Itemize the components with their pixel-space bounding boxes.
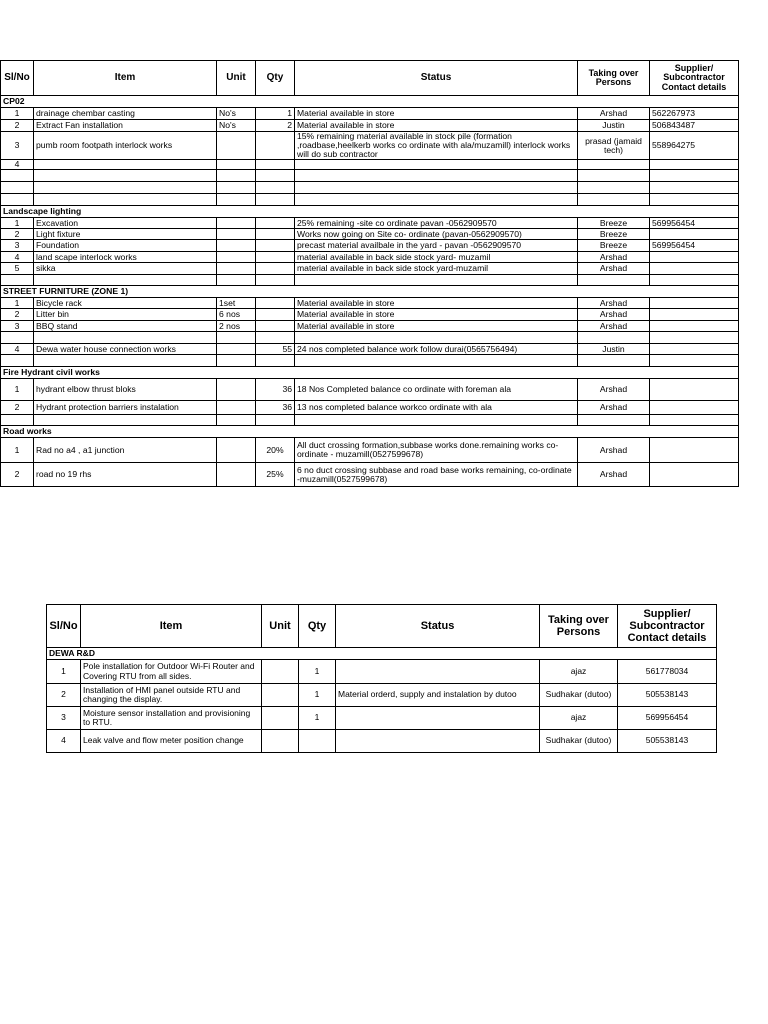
cell-contact: 562267973 <box>650 108 739 120</box>
cell-qty: 1 <box>256 108 295 120</box>
cell-item: Light fixture <box>34 229 217 240</box>
table-row <box>1 463 739 487</box>
cell-sl-no <box>1 332 34 344</box>
cell-contact: 569956454 <box>618 707 717 730</box>
cell-unit <box>217 194 256 206</box>
cell-contact <box>650 182 739 194</box>
cell-status: 15% remaining material available in stock pile (formation ,roadbase,heelkerb works co ordinate with ala/muzamill) interlock works will do sub contractor <box>295 132 578 160</box>
cell-contact <box>650 355 739 367</box>
section-row <box>1 206 739 218</box>
cell-sl-no: 2 <box>1 463 34 487</box>
cell-contact: 558964275 <box>650 132 739 160</box>
cell-sl-no: 4 <box>47 730 81 753</box>
cell-unit <box>217 263 256 275</box>
header-qty: Qty <box>256 61 295 96</box>
table-header-row <box>47 605 717 648</box>
cell-sl-no: 3 <box>1 132 34 160</box>
cell-sl-no: 1 <box>47 660 81 684</box>
cell-taking-over <box>578 332 650 344</box>
cell-item <box>34 332 217 344</box>
cell-qty: 36 <box>256 379 295 401</box>
table-row <box>1 120 739 132</box>
cell-qty <box>256 240 295 252</box>
cell-contact <box>650 309 739 321</box>
header-status: Status <box>336 605 540 648</box>
cell-taking-over: Arshad <box>578 298 650 309</box>
cell-item: land scape interlock works <box>34 252 217 263</box>
cell-item: pumb room footpath interlock works <box>34 132 217 160</box>
cell-item: road no 19 rhs <box>34 463 217 487</box>
cell-item: Leak valve and flow meter position change <box>81 730 262 753</box>
header-unit: Unit <box>262 605 299 648</box>
cell-status: 13 nos completed balance workco ordinate with ala <box>295 401 578 415</box>
cell-contact <box>650 463 739 487</box>
cell-unit <box>217 379 256 401</box>
cell-qty: 1 <box>299 707 336 730</box>
cell-status: 6 no duct crossing subbase and road base works remaining, co-ordinate -muzamill(0527599678) <box>295 463 578 487</box>
cell-taking-over: Arshad <box>578 379 650 401</box>
cell-qty <box>256 252 295 263</box>
table-row <box>1 438 739 463</box>
work-status-table <box>0 60 739 487</box>
table-row <box>1 170 739 182</box>
header-item: Item <box>34 61 217 96</box>
cell-sl-no: 2 <box>1 309 34 321</box>
table-row <box>1 401 739 415</box>
cell-contact: 569956454 <box>650 218 739 229</box>
cell-qty <box>256 182 295 194</box>
cell-contact: 506843487 <box>650 120 739 132</box>
cell-status <box>336 707 540 730</box>
cell-item: Rad no a4 , a1 junction <box>34 438 217 463</box>
cell-sl-no: 4 <box>1 160 34 170</box>
cell-sl-no: 1 <box>1 108 34 120</box>
table-row <box>1 298 739 309</box>
cell-status: precast material availbale in the yard - pavan -0562909570 <box>295 240 578 252</box>
cell-item: Bicycle rack <box>34 298 217 309</box>
cell-sl-no <box>1 182 34 194</box>
cell-status: Material available in store <box>295 298 578 309</box>
cell-unit <box>217 355 256 367</box>
cell-status <box>295 332 578 344</box>
cell-contact: 561778034 <box>618 660 717 684</box>
cell-item: Hydrant protection barriers instalation <box>34 401 217 415</box>
cell-taking-over: Arshad <box>578 438 650 463</box>
cell-unit <box>217 160 256 170</box>
header-contact: Supplier/ Subcontractor Contact details <box>618 605 717 648</box>
cell-status: 25% remaining -site co ordinate pavan -0562909570 <box>295 218 578 229</box>
cell-qty: 25% <box>256 463 295 487</box>
cell-contact <box>650 252 739 263</box>
cell-status <box>295 415 578 426</box>
cell-contact <box>650 263 739 275</box>
cell-qty <box>256 194 295 206</box>
cell-sl-no <box>1 275 34 286</box>
section-label: STREET FURNITURE (ZONE 1) <box>1 286 739 298</box>
cell-contact: 505538143 <box>618 730 717 753</box>
cell-qty: 55 <box>256 344 295 355</box>
cell-item: Dewa water house connection works <box>34 344 217 355</box>
cell-taking-over <box>578 182 650 194</box>
cell-taking-over: Breeze <box>578 218 650 229</box>
table-row <box>1 263 739 275</box>
cell-unit: 2 nos <box>217 321 256 332</box>
cell-qty <box>256 321 295 332</box>
cell-status <box>295 182 578 194</box>
section-row <box>47 648 717 660</box>
cell-qty: 1 <box>299 660 336 684</box>
section-row <box>1 426 739 438</box>
cell-contact <box>650 401 739 415</box>
table-row <box>1 379 739 401</box>
cell-taking-over: Arshad <box>578 263 650 275</box>
header-sl-no: Sl/No <box>1 61 34 96</box>
cell-status: Material available in store <box>295 321 578 332</box>
header-taking-over: Taking over Persons <box>540 605 618 648</box>
cell-status: Material available in store <box>295 120 578 132</box>
section-row <box>1 286 739 298</box>
cell-sl-no: 3 <box>1 321 34 332</box>
cell-qty <box>256 218 295 229</box>
cell-item <box>34 194 217 206</box>
cell-sl-no: 1 <box>1 218 34 229</box>
cell-unit <box>217 415 256 426</box>
section-label: Fire Hydrant civil works <box>1 367 739 379</box>
section-row <box>1 367 739 379</box>
cell-status <box>295 194 578 206</box>
cell-sl-no <box>1 355 34 367</box>
table-row <box>1 160 739 170</box>
cell-status: 24 nos completed balance work follow durai(0565756494) <box>295 344 578 355</box>
cell-unit <box>262 684 299 707</box>
table-row <box>1 182 739 194</box>
cell-unit <box>217 182 256 194</box>
table-row <box>47 707 717 730</box>
table-row <box>1 344 739 355</box>
table-row <box>47 684 717 707</box>
cell-qty <box>256 309 295 321</box>
cell-taking-over: Breeze <box>578 240 650 252</box>
cell-taking-over: prasad (jamaid tech) <box>578 132 650 160</box>
table-row <box>1 218 739 229</box>
header-item: Item <box>81 605 262 648</box>
table-row <box>1 240 739 252</box>
cell-contact <box>650 229 739 240</box>
cell-item: hydrant elbow thrust bloks <box>34 379 217 401</box>
cell-contact <box>650 415 739 426</box>
cell-sl-no: 5 <box>1 263 34 275</box>
cell-contact <box>650 160 739 170</box>
cell-item: Moisture sensor installation and provisioning to RTU. <box>81 707 262 730</box>
cell-taking-over: Arshad <box>578 309 650 321</box>
cell-status: Material orderd, supply and instalation by dutoo <box>336 684 540 707</box>
cell-contact: 569956454 <box>650 240 739 252</box>
cell-taking-over: Arshad <box>578 252 650 263</box>
cell-status <box>295 275 578 286</box>
table-row <box>47 660 717 684</box>
cell-status <box>336 730 540 753</box>
cell-unit <box>217 218 256 229</box>
cell-contact <box>650 321 739 332</box>
cell-status: All duct crossing formation,subbase works done.remaining works co-ordinate - muzamill(0527599678) <box>295 438 578 463</box>
table-row <box>1 321 739 332</box>
cell-taking-over: Justin <box>578 344 650 355</box>
cell-contact: 505538143 <box>618 684 717 707</box>
cell-taking-over: Sudhakar (dutoo) <box>540 730 618 753</box>
cell-qty <box>256 263 295 275</box>
cell-qty: 2 <box>256 120 295 132</box>
section-label: Landscape lighting <box>1 206 739 218</box>
cell-unit: 6 nos <box>217 309 256 321</box>
section-label: DEWA R&D <box>47 648 717 660</box>
cell-unit <box>262 730 299 753</box>
cell-unit <box>217 344 256 355</box>
table-row <box>1 229 739 240</box>
cell-sl-no: 2 <box>47 684 81 707</box>
header-taking-over: Taking over Persons <box>578 61 650 96</box>
cell-unit <box>217 275 256 286</box>
table-header-row <box>1 61 739 96</box>
cell-item <box>34 182 217 194</box>
cell-taking-over <box>578 415 650 426</box>
cell-sl-no: 3 <box>47 707 81 730</box>
cell-item: Pole installation for Outdoor Wi-Fi Router and Covering RTU from all sides. <box>81 660 262 684</box>
table-row <box>1 108 739 120</box>
cell-unit: No's <box>217 108 256 120</box>
cell-taking-over: Arshad <box>578 401 650 415</box>
cell-unit <box>217 332 256 344</box>
cell-qty <box>256 332 295 344</box>
table-row <box>47 730 717 753</box>
cell-qty <box>256 132 295 160</box>
cell-contact <box>650 379 739 401</box>
cell-unit: No's <box>217 120 256 132</box>
cell-status <box>295 160 578 170</box>
cell-item: Installation of HMI panel outside RTU and changing the display. <box>81 684 262 707</box>
header-contact: Supplier/ Subcontractor Contact details <box>650 61 739 96</box>
table-row <box>1 275 739 286</box>
table-row <box>1 415 739 426</box>
table-row <box>1 332 739 344</box>
cell-taking-over: Arshad <box>578 463 650 487</box>
cell-status <box>295 170 578 182</box>
cell-taking-over: ajaz <box>540 707 618 730</box>
cell-taking-over: Justin <box>578 120 650 132</box>
cell-taking-over <box>578 275 650 286</box>
cell-qty <box>256 415 295 426</box>
cell-item: Litter bin <box>34 309 217 321</box>
cell-qty <box>256 160 295 170</box>
cell-item <box>34 355 217 367</box>
cell-unit <box>217 252 256 263</box>
cell-qty <box>299 730 336 753</box>
header-qty: Qty <box>299 605 336 648</box>
cell-item <box>34 160 217 170</box>
cell-item: Excavation <box>34 218 217 229</box>
cell-sl-no <box>1 194 34 206</box>
cell-sl-no: 2 <box>1 229 34 240</box>
cell-qty <box>256 170 295 182</box>
cell-unit <box>217 240 256 252</box>
cell-status: Works now going on Site co- ordinate (pavan-0562909570) <box>295 229 578 240</box>
cell-qty <box>256 229 295 240</box>
cell-unit <box>217 170 256 182</box>
header-sl-no: Sl/No <box>47 605 81 648</box>
section-label: Road works <box>1 426 739 438</box>
cell-status <box>336 660 540 684</box>
header-unit: Unit <box>217 61 256 96</box>
cell-status: 18 Nos Completed balance co ordinate with foreman ala <box>295 379 578 401</box>
cell-taking-over <box>578 160 650 170</box>
dewa-rd-table <box>46 604 717 753</box>
section-row <box>1 96 739 108</box>
cell-taking-over: Arshad <box>578 321 650 332</box>
cell-unit <box>217 401 256 415</box>
cell-contact <box>650 344 739 355</box>
cell-qty: 1 <box>299 684 336 707</box>
cell-item <box>34 415 217 426</box>
cell-status: material available in back side stock yard- muzamil <box>295 252 578 263</box>
cell-item <box>34 275 217 286</box>
cell-qty: 20% <box>256 438 295 463</box>
cell-qty: 36 <box>256 401 295 415</box>
cell-unit <box>217 438 256 463</box>
header-status: Status <box>295 61 578 96</box>
section-label: CP02 <box>1 96 739 108</box>
cell-contact <box>650 275 739 286</box>
cell-sl-no: 4 <box>1 344 34 355</box>
cell-unit <box>217 132 256 160</box>
cell-status: material available in back side stock yard-muzamil <box>295 263 578 275</box>
cell-unit: 1set <box>217 298 256 309</box>
cell-sl-no: 1 <box>1 298 34 309</box>
cell-taking-over <box>578 355 650 367</box>
cell-contact <box>650 170 739 182</box>
cell-qty <box>256 275 295 286</box>
cell-item: BBQ stand <box>34 321 217 332</box>
table-row <box>1 309 739 321</box>
cell-contact <box>650 438 739 463</box>
cell-taking-over <box>578 170 650 182</box>
cell-sl-no <box>1 170 34 182</box>
cell-contact <box>650 194 739 206</box>
cell-status: Material available in store <box>295 108 578 120</box>
cell-item: sikka <box>34 263 217 275</box>
table-row <box>1 194 739 206</box>
cell-unit <box>217 463 256 487</box>
cell-item <box>34 170 217 182</box>
cell-taking-over: Arshad <box>578 108 650 120</box>
cell-unit <box>262 660 299 684</box>
cell-sl-no: 4 <box>1 252 34 263</box>
cell-contact <box>650 332 739 344</box>
cell-taking-over: Breeze <box>578 229 650 240</box>
cell-contact <box>650 298 739 309</box>
cell-taking-over: ajaz <box>540 660 618 684</box>
cell-sl-no: 2 <box>1 401 34 415</box>
table-row <box>1 355 739 367</box>
cell-taking-over <box>578 194 650 206</box>
cell-sl-no: 1 <box>1 438 34 463</box>
table-row <box>1 132 739 160</box>
cell-item: drainage chembar casting <box>34 108 217 120</box>
cell-item: Extract Fan installation <box>34 120 217 132</box>
cell-item: Foundation <box>34 240 217 252</box>
cell-sl-no <box>1 415 34 426</box>
cell-qty <box>256 298 295 309</box>
cell-taking-over: Sudhakar (dutoo) <box>540 684 618 707</box>
cell-unit <box>217 229 256 240</box>
cell-status <box>295 355 578 367</box>
table-row <box>1 252 739 263</box>
cell-status: Material available in store <box>295 309 578 321</box>
cell-sl-no: 2 <box>1 120 34 132</box>
cell-unit <box>262 707 299 730</box>
cell-sl-no: 3 <box>1 240 34 252</box>
cell-qty <box>256 355 295 367</box>
cell-sl-no: 1 <box>1 379 34 401</box>
